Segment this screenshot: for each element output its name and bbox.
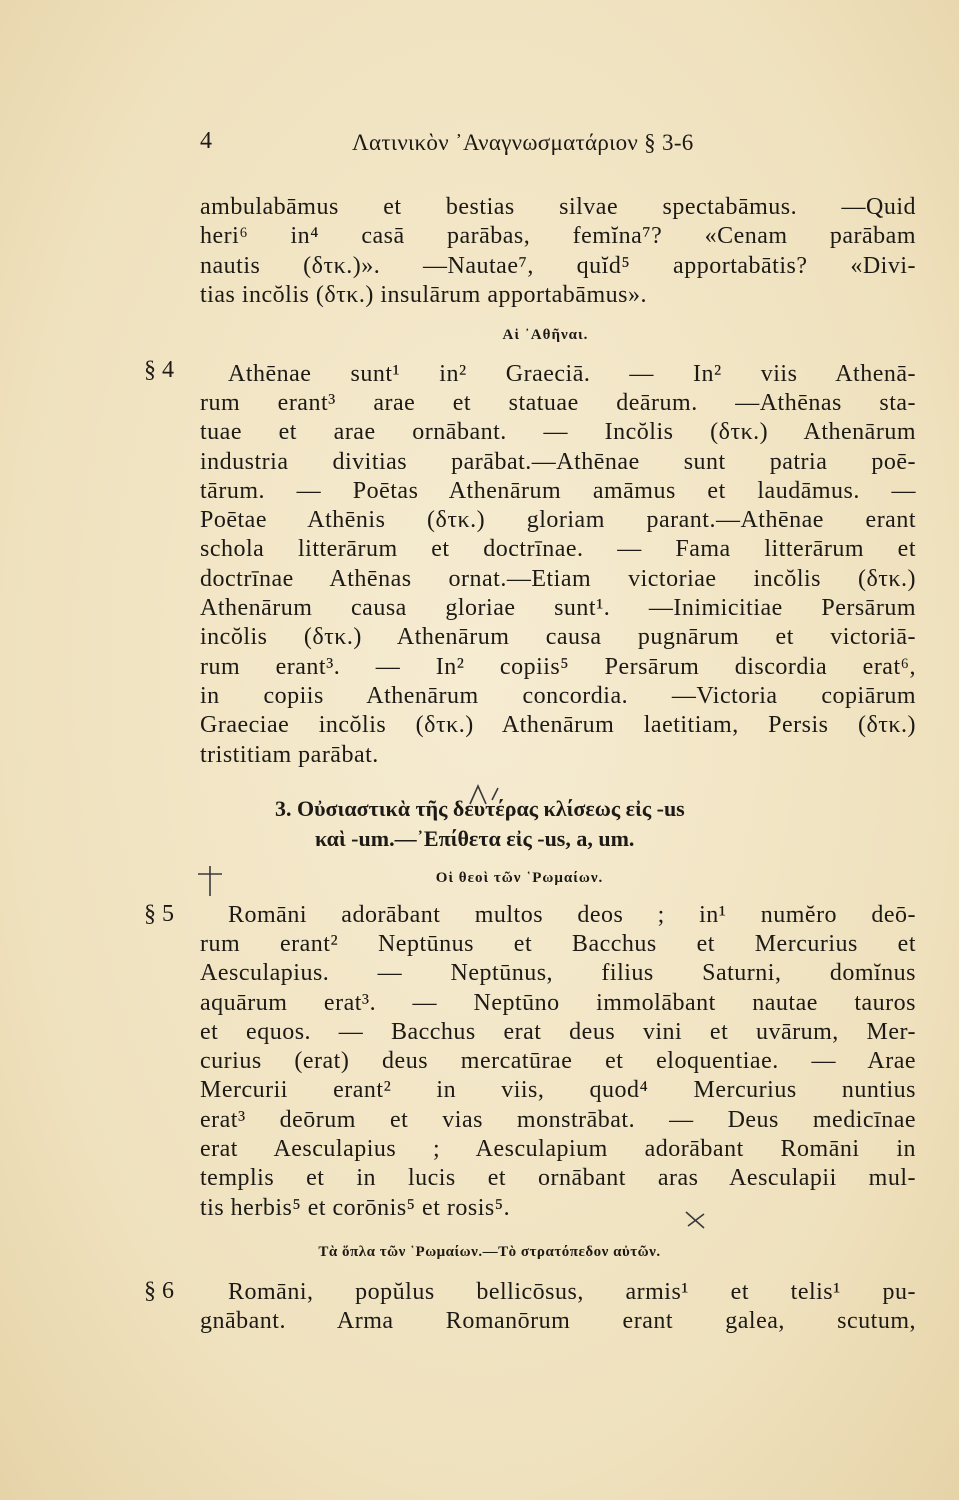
intro-paragraph — [200, 193, 916, 310]
text-line: Mercurii erant² in viis, quod⁴ Mercurius nuntius — [200, 1077, 916, 1104]
pencil-lambda-mark-icon — [466, 782, 506, 806]
text-line: nautis (δτκ.)». —Nautae⁷, quĭd⁵ apportabātis? «Divi- — [200, 252, 916, 279]
text-line: rum erant³. — In² copiis⁵ Persārum discordia erat⁶, — [200, 653, 916, 680]
text-line: Athēnae sunt¹ in² Graeciā. — In² viis Athenā- — [228, 361, 916, 387]
text-line: Aesculapius. — Neptūnus, filius Saturni, domĭnus — [200, 960, 916, 987]
text-line: schola litterārum et doctrīnae. — Fama litterārum et — [200, 536, 916, 563]
section-mark-5: § 5 — [144, 901, 174, 927]
text-line: ambulabāmus et bestias silvae spectabāmus. —Quid — [200, 194, 916, 220]
subtitle-roman-gods: Οἱ θεοὶ τῶν ῾Ρωμαίων. — [435, 870, 604, 886]
text-line: Athenārum causa gloriae sunt¹. —Inimicitiae Persārum — [200, 595, 916, 622]
page-header — [200, 128, 800, 168]
text-line: doctrīnae Athēnas ornat.—Etiam victoriae incŏlis (δτκ.) — [200, 565, 916, 592]
section-mark-6: § 6 — [144, 1278, 174, 1304]
section-3-heading-line-1: 3. Οὐσιαστικὰ τῆς δευτέρας κλίσεως εἰς -us — [275, 796, 685, 821]
text-line: Romāni adorābant multos deos ; in¹ numĕro deō- — [228, 902, 916, 928]
text-line: tuae et arae ornābant. — Incŏlis (δτκ.) Athenārum — [200, 419, 916, 446]
section-6-paragraph — [200, 1307, 916, 1336]
subtitle-roman-arms: Τὰ ὅπλα τῶν ῾Ρωμαίων.—Τὸ στρατόπεδον αὐτῶν. — [318, 1244, 661, 1260]
text-line: tis herbis⁵ et corōnis⁵ et rosis⁵. — [200, 1194, 511, 1221]
text-line: in copiis Athenārum concordia. —Victoria copiārum — [200, 682, 916, 709]
text-line: tristitiam parābat. — [200, 741, 379, 768]
pencil-x-mark-icon — [680, 1204, 710, 1234]
text-line: gnābant. Arma Romanōrum erant galea, scutum, — [200, 1308, 916, 1334]
text-line: industria divitias parābat.—Athēnae sunt patria poē- — [200, 448, 916, 475]
text-line: rum erant³ arae et statuae deārum. —Athēnas sta- — [200, 390, 916, 416]
pencil-cross-mark-icon — [190, 860, 230, 900]
text-line: Poētae Athēnis (δτκ.) gloriam parant.—Athēnae erant — [200, 507, 916, 534]
text-line: erat³ deōrum et vias monstrābat. — Deus medicīnae — [200, 1106, 916, 1133]
text-line: rum erant² Neptūnus et Bacchus et Mercurius et — [200, 931, 916, 957]
section-3-heading-line-2: καὶ -um.—᾿Επίθετα εἰς -us, a, um. — [315, 826, 635, 851]
text-line: aquārum erat³. — Neptūno immolābant nautae tauros — [200, 989, 916, 1016]
section-5-first-line — [228, 901, 916, 930]
page-number: 4 — [200, 128, 212, 154]
section-mark-4: § 4 — [144, 357, 174, 383]
text-line: et equos. — Bacchus erat deus vini et uvārum, Mer- — [200, 1018, 916, 1045]
text-line: Romāni, popŭlus bellicōsus, armis¹ et telis¹ pu- — [228, 1279, 916, 1305]
text-line: incŏlis (δτκ.) Athenārum causa pugnārum et victoriā- — [200, 624, 916, 651]
running-title: Λατινικὸν ᾿Αναγνωσματάριον § 3-6 — [352, 130, 694, 155]
text-line: templis et in lucis et ornābant aras Aesculapii mul- — [200, 1165, 916, 1192]
text-line: tias incŏlis (δτκ.) insulārum apportabāmus». — [200, 281, 647, 308]
text-line: Graeciae incŏlis (δτκ.) Athenārum laetitiam, Persis (δτκ.) — [200, 712, 916, 739]
text-line: curius (erat) deus mercatūrae et eloquentiae. — Arae — [200, 1048, 916, 1075]
section-5-paragraph — [200, 930, 916, 1223]
text-line: tārum. — Poētas Athenārum amāmus et laudāmus. — — [200, 477, 916, 504]
section-4-paragraph — [200, 389, 916, 770]
text-line: heri⁶ in⁴ casā parābas, femĭna⁷? «Cenam parābam — [200, 223, 916, 250]
section-4-first-line — [228, 360, 916, 389]
section-6-first-line — [228, 1278, 916, 1307]
subtitle-athens: Αἱ ᾿Αθῆναι. — [502, 327, 589, 343]
text-line: erat Aesculapius ; Aesculapium adorābant Romāni in — [200, 1136, 916, 1163]
